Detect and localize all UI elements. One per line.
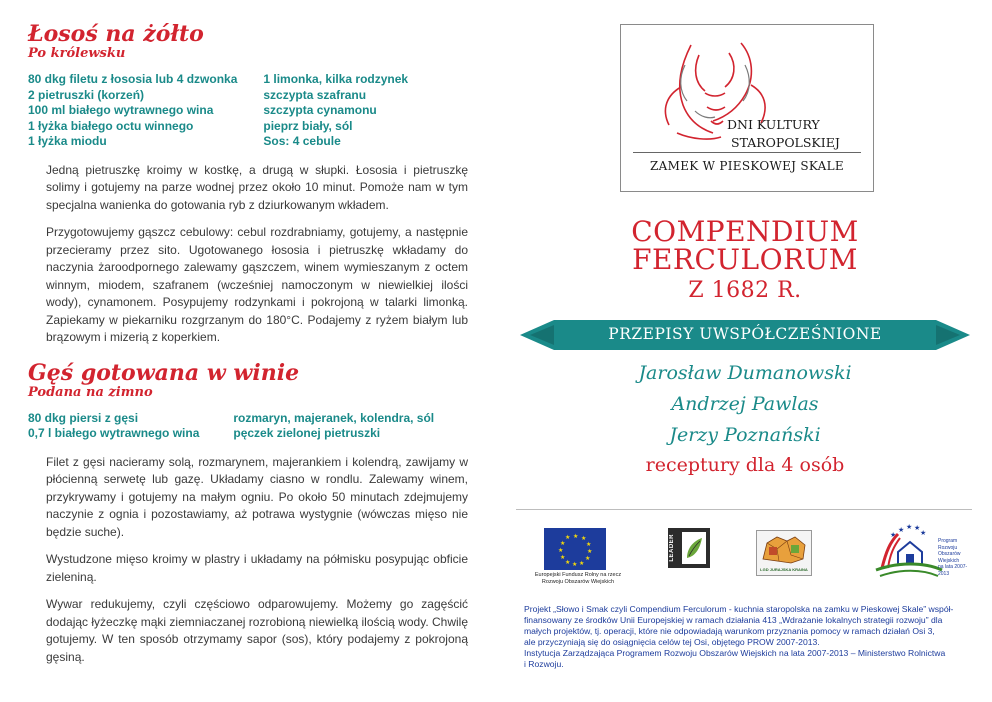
funding-note-line: Projekt „Słowo i Smak czyli Compendium Ferculorum - kuchnia staropolska na zamku w Pieskowej Skale” współ- — [524, 604, 954, 614]
svg-text:★: ★ — [585, 555, 591, 562]
divider-line — [516, 509, 972, 510]
sponsor-logos — [520, 522, 970, 602]
cover-title-line-1: COMPENDIUM — [631, 215, 859, 248]
svg-text:★: ★ — [565, 559, 571, 566]
recipe-paragraph: Przygotowujemy gąszcz cebulowy: cebul rozdrabniamy, gotujemy, a następnie przecieramy przez sito. Ugotowanego łososia i pietruszkę wkładamy do naczynia żaroodpornego zalewamy gąszczem, winem wymieszanym z octem winnym, miodem, szafranem (wcześniej namoczonym w niewielkiej ilości wody), cynamonem. Posypujemy rodzynkami i pokrojoną w talarki limonką. Zapiekamy w piekarniku rozgrzanym do 180°C. Podajemy z ryżem białym lub brązowym i mizerią z koperkiem. — [46, 225, 468, 344]
funding-note-line: małych projektów, tj. operacji, które nie odpowiadają warunkom przyznania pomocy w ramach działań Osi 3, — [524, 626, 935, 636]
prow-caption — [938, 538, 970, 577]
funding-note-line: i Rozwoju. — [524, 659, 564, 669]
ingredient: rozmaryn, majeranek, kolendra, sól — [233, 410, 435, 425]
lgd-logo — [756, 530, 812, 576]
ingredient: pieprz biały, sól — [263, 118, 353, 133]
svg-text:★: ★ — [920, 529, 927, 537]
ingredient: 2 pietruszki (korzeń) — [28, 87, 145, 102]
svg-text:★: ★ — [579, 560, 585, 567]
svg-text:★: ★ — [572, 561, 578, 568]
svg-text:★: ★ — [565, 534, 571, 541]
cover-title — [520, 215, 970, 276]
ingredients-column-left — [28, 72, 237, 150]
leader-label: LEADER — [669, 534, 675, 562]
cover-year: Z 1682 R. — [688, 278, 802, 303]
ingredient: szczypta cynamonu — [263, 103, 377, 117]
recipe-subtitle: Podana na zimno — [28, 384, 153, 400]
svg-text:★: ★ — [914, 524, 921, 532]
svg-text:★: ★ — [586, 541, 592, 548]
ingredients-column-right — [233, 411, 434, 442]
funding-note-line: finansowany ze środków Unii Europejskiej w ramach działania 413 „Wdrażanie lokalnych strategii rozwoju” dla — [524, 615, 943, 625]
svg-text:★: ★ — [560, 554, 566, 561]
svg-text:★: ★ — [560, 540, 566, 547]
eu-caption — [528, 572, 628, 586]
prow-caption-line: Program — [938, 538, 958, 544]
event-logo — [620, 24, 874, 192]
eu-caption-line-1: Europejski Fundusz Rolny na rzecz — [534, 572, 622, 578]
ingredient: pęczek zielonej pietruszki — [233, 426, 381, 440]
recipe-paragraph: Filet z gęsi nacieramy solą, rozmarynem, majerankiem i kolendrą, zawijamy w płócienną serwetę lub gazę. Układamy ciasno w rondlu. Zalewamy winem, przykrywamy i gotujemy na małym ogniu. Po około 50 minutach zdejmujemy naczynie z ognia i pozostawiamy, aż potrawa wystygnie (wówczas mięso nie będzie suche). — [46, 454, 468, 539]
svg-text:★: ★ — [573, 533, 579, 540]
prow-caption-line: Obszarów — [938, 551, 961, 557]
svg-text:★: ★ — [587, 548, 593, 555]
banner-label: PRZEPISY UWSPÓŁCZEŚNIONE — [608, 325, 882, 343]
leader-logo — [668, 528, 710, 568]
ingredients — [28, 411, 468, 442]
author-name: Jarosław Dumanowski — [638, 362, 852, 384]
recipe-paragraph: Jedną pietruszkę kroimy w kostkę, a drugą w słupki. Łososia i pietruszkę solimy i gotujemy na parze wodnej przez około 10 minut. Pomoże nam w tym specjalna wanienka do gotowania ryb z dziurkowanym wkładem. — [46, 162, 468, 212]
recipes-column — [28, 22, 468, 676]
logo-line-3: ZAMEK W PIESKOWEJ SKALE — [650, 159, 844, 173]
prow-caption-line: Wiejskich — [938, 557, 960, 564]
ingredients-column-right — [263, 72, 408, 150]
author-name: Andrzej Pawlas — [671, 393, 819, 415]
ingredient: 1 łyżka białego octu winnego — [28, 118, 194, 133]
ingredient: 80 dkg filetu z łososia lub 4 dzwonka — [28, 72, 238, 86]
recipe-title: Łosoś na żółto — [28, 21, 204, 47]
region-map-icon — [757, 531, 811, 567]
recipe-subtitle: Po królewsku — [28, 46, 126, 61]
eu-caption-line-2: Rozwoju Obszarów Wiejskich — [541, 579, 615, 585]
ingredients-column-left — [28, 411, 199, 442]
servings-note: receptury dla 4 osób — [645, 454, 845, 476]
recipe-paragraph: Wywar redukujemy, czyli częściowo odparowujemy. Możemy go zagęścić dodając łyżeczkę mąki ziemniaczanej rozrobioną niewielką ilością wody. Chwilę gotujemy. W ten sposób otrzymamy sapor (sos), który podajemy z pokrojoną gęsiną. — [46, 597, 468, 664]
prow-caption-line: na lata 2007-2013 — [938, 564, 968, 577]
svg-text:★: ★ — [558, 547, 564, 554]
logo-line-2: STAROPOLSKIEJ — [731, 135, 840, 150]
funding-note — [524, 604, 970, 670]
ingredient: 0,7 l białego wytrawnego wina — [28, 426, 200, 440]
recipe-title: Gęś gotowana w winie — [28, 359, 300, 386]
cover-title-line-2: FERCULORUM — [632, 243, 858, 276]
eu-flag-icon — [544, 528, 606, 570]
ingredient: 1 łyżka miodu — [28, 134, 107, 148]
logo-line-1: DNI KULTURY — [727, 117, 820, 132]
ingredient: 80 dkg piersi z gęsi — [28, 410, 139, 425]
funding-note-line: ale przyczyniają się do osiągnięcia celów tej Osi, objętego PROW 2007-2013. — [524, 637, 820, 647]
leaf-icon — [682, 532, 706, 564]
logo-divider — [633, 152, 861, 153]
prow-caption-line: Rozwoju — [938, 544, 958, 551]
recipe-salmon — [28, 22, 468, 347]
funding-note-line: Instytucja Zarządzająca Programem Rozwoju Obszarów Wiejskich na lata 2007-2013 – Ministerstwo Rolnictwa — [524, 648, 946, 658]
ingredient: 1 limonka, kilka rodzynek — [263, 72, 409, 86]
lgd-label: LGD JURAJSKA KRAINA — [760, 567, 808, 572]
svg-text:★: ★ — [890, 531, 897, 539]
recipe-goose — [28, 361, 468, 667]
ingredient: Sos: 4 cebule — [263, 134, 341, 148]
ingredient: szczypta szafranu — [263, 87, 367, 102]
ingredient: 100 ml białego wytrawnego wina — [28, 103, 214, 117]
ingredients — [28, 72, 468, 150]
svg-text:★: ★ — [906, 523, 913, 531]
author-name: Jerzy Poznański — [669, 424, 821, 446]
recipe-paragraph: Wystudzone mięso kroimy w plastry i układamy na półmisku posypując obficie zieleniną. — [46, 552, 468, 584]
svg-text:★: ★ — [581, 535, 587, 542]
svg-text:★: ★ — [898, 526, 905, 534]
